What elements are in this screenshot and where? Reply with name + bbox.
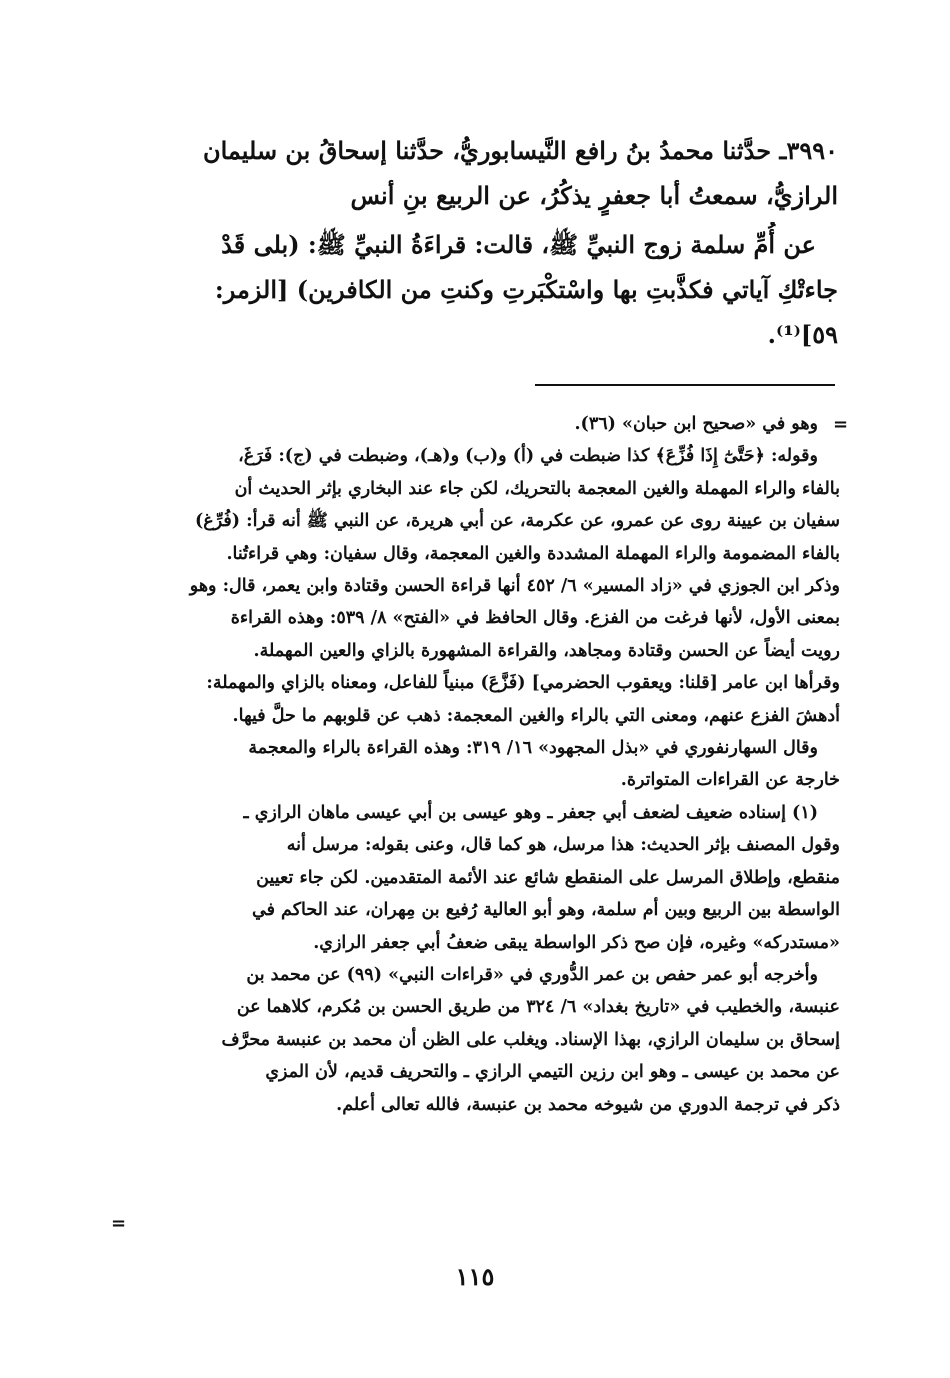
- footnote-separator: [535, 384, 835, 386]
- footnote-line: وأخرجه أبو عمر حفص بن عمر الدُّوري في «قراءات النبي» (٩٩) عن محمد بن: [246, 964, 818, 985]
- footnote-line: وقال السهارنفوري في «بذل المجهود» ١٦/ ٣١٩: وهذه القراءة بالراء والمعجمة: [248, 738, 818, 759]
- footnote-line: «مستدركه» وغيره، فإن صح ذكر الواسطة يبقى ضعفُ أبي جعفر الرازي.: [313, 932, 840, 953]
- page-number: ١١٥: [455, 1262, 495, 1291]
- hadith-line: جاءتْكِ آياتي فكذَّبتِ بها واسْتكْبَرتِ وكنتِ من الكافرين) [الزمر:: [214, 275, 838, 304]
- footnote-line: وقول المصنف بإثر الحديث: هذا مرسل، هو كما قال، وعنى بقوله: مرسل أنه: [286, 835, 840, 856]
- hadith-line: ٥٩]⁽¹⁾.: [767, 320, 838, 349]
- hadith-line: عن أُمِّ سلمة زوج النبيِّ ﷺ، قالت: قراءَةُ النبيِّ ﷺ: (بلى قَدْ: [221, 230, 816, 259]
- footnote-line: وهو في «صحيح ابن حبان» (٣٦).: [574, 414, 818, 434]
- footnote-line: إسحاق بن سليمان الرازي، بهذا الإسناد. ويغلب على الظن أن محمد بن عنبسة محرَّف: [221, 1029, 840, 1050]
- footnotes: [118, 408, 840, 1121]
- footnote-line: خارجة عن القراءات المتواترة.: [620, 770, 840, 791]
- footnote-line: عن محمد بن عيسى ـ وهو ابن رزين التيمي الرازي ـ والتحريف قديم، لأن المزي: [265, 1062, 840, 1083]
- hadith-text: [118, 128, 838, 357]
- footnote-line: أدهشَ الفزع عنهم، ومعنى التي بالراء والغين المعجمة: ذهب عن قلوبهم ما حلَّ فيها.: [232, 705, 840, 726]
- footnote-line: ذكر في ترجمة الدوري من شيوخه محمد بن عنبسة، فالله تعالى أعلم.: [336, 1094, 840, 1115]
- footnote-line: بالفاء والراء المهملة والغين المعجمة بالتحريك، لكن جاء عند البخاري بإثر الحديث أن: [234, 478, 840, 499]
- footnote-line: سفيان بن عيينة روى عن عمرو، عن عكرمة، عن أبي هريرة، عن النبي ﷺ أنه قرأ: (فُرِّغ): [195, 511, 840, 532]
- footnote-line: بالفاء المضمومة والراء المهملة المشددة والغين المعجمة، وقال سفيان: وهي قراءتُنا.: [226, 543, 840, 564]
- footnote-line: بمعنى الأول، لأنها فرغت من الفزع. وقال الحافظ في «الفتح» ٨/ ٥٣٩: وهذه القراءة: [230, 608, 840, 629]
- footnote-line: رويت أيضاً عن الحسن وقتادة ومجاهد، والقراءة المشهورة بالزاي والعين المهملة.: [253, 640, 840, 661]
- footnote-line: منقطع، وإطلاق المرسل على المنقطع شائع عند الأئمة المتقدمين. لكن جاء تعيين: [256, 867, 840, 888]
- footnote-line: عنبسة، والخطيب في «تاريخ بغداد» ٦/ ٣٢٤ من طريق الحسن بن مُكرم، كلاهما عن: [236, 997, 840, 1018]
- footnote-line: (١) إسناده ضعيف لضعف أبي جعفر ـ وهو عيسى بن أبي عيسى ماهان الرازي ـ: [243, 802, 818, 823]
- footnote-line: وذكر ابن الجوزي في «زاد المسير» ٦/ ٤٥٢ أنها قراءة الحسن وقتادة وابن يعمر، قال: وهو: [189, 576, 840, 597]
- continuation-mark-top: =: [833, 414, 849, 435]
- footnote-line: الواسطة بين الربيع وبين أم سلمة، وهو أبو العالية رُفيع بن مِهران، عند الحاكم في: [252, 900, 840, 921]
- footnote-line: وقوله: ﴿حَتَّىٰٓ إِذَا فُزِّعَ﴾ كذا ضبطت في (أ) و(ب) و(هـ)، وضبطت في (ج): فَرَغَ،: [238, 446, 818, 467]
- footnote-line: وقرأها ابن عامر [قلنا: ويعقوب الحضرمي] (فَزَّعَ) مبنياً للفاعل، ومعناه بالزاي والمهملة:: [206, 673, 840, 694]
- hadith-line: الرازيُّ، سمعتُ أبا جعفرٍ يذكُرُ، عن الربيع بنِ أنس: [350, 181, 838, 210]
- hadith-line: ٣٩٩٠ـ حدَّثنا محمدُ بنُ رافع النَّيسابوريُّ، حدَّثنا إسحاقُ بن سليمان: [202, 136, 838, 165]
- continuation-mark-bottom: =: [111, 1213, 127, 1234]
